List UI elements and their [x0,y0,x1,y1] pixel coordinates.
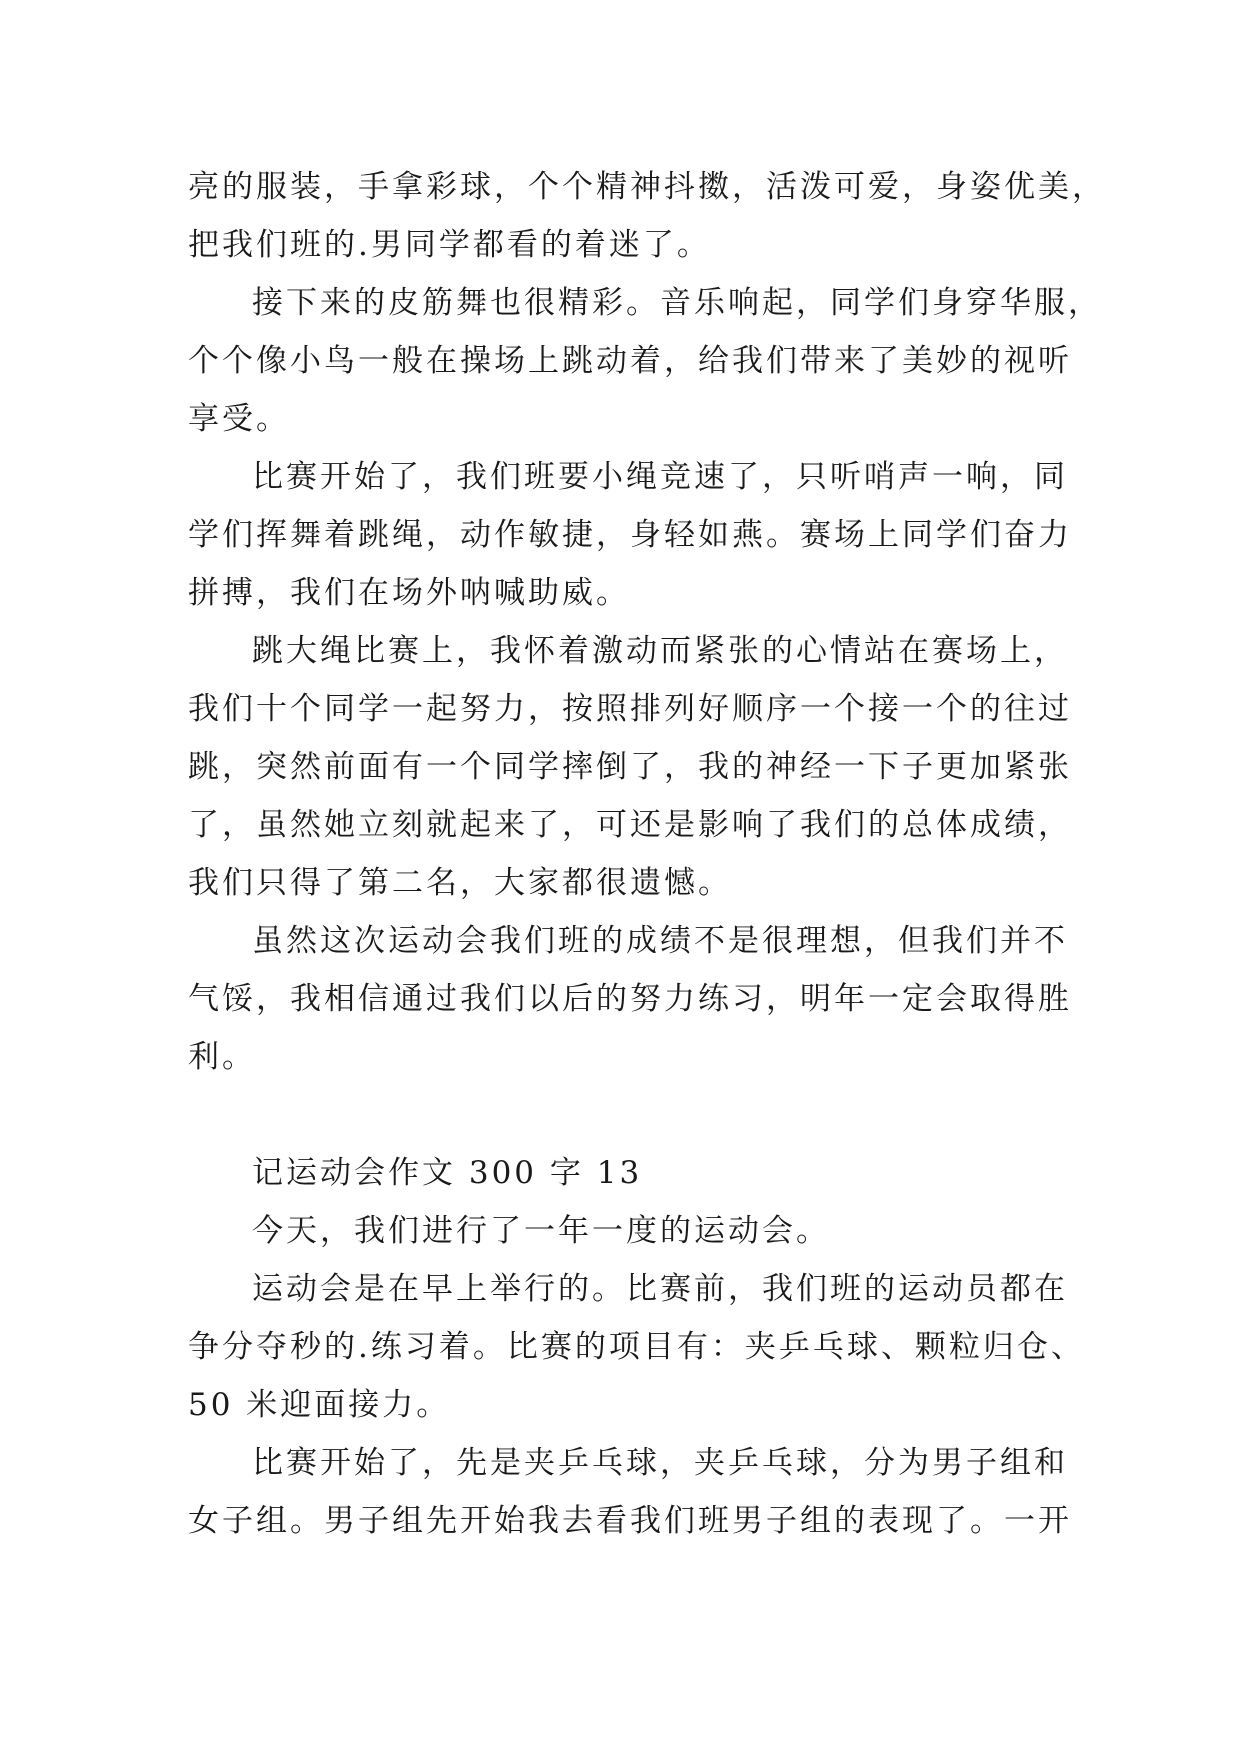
text-line: 女子组。男子组先开始我去看我们班男子组的表现了。一开 [188,1503,1072,1539]
text-line: 运动会是在早上举行的。比赛前，我们班的运动员都在 [252,1271,1068,1307]
section-gap [188,1086,1060,1144]
text-line: 享受。 [188,401,290,437]
text-line: 把我们班的.男同学都看的着迷了。 [188,227,711,263]
text-line: 跳，突然前面有一个同学摔倒了，我的神经一下子更加紧张 [188,749,1072,785]
text-line: 比赛开始了，先是夹乒乓球，夹乒乓球，分为男子组和 [252,1445,1068,1481]
text-line: 拼搏，我们在场外呐喊助威。 [188,575,630,611]
text-line: 了，虽然她立刻就起来了，可还是影响了我们的总体成绩， [188,807,1072,843]
document-body [188,158,1106,1550]
text-line: 我们十个同学一起努力，按照排列好顺序一个接一个的往过 [188,691,1072,727]
text-line: 跳大绳比赛上，我怀着激动而紧张的心情站在赛场上， [252,633,1068,669]
section-title: 记运动会作文 300 字 13 [252,1155,643,1191]
text-line: 亮的服装，手拿彩球，个个精神抖擞，活泼可爱，身姿优美， [188,169,1106,205]
text-line: 个个像小鸟一般在操场上跳动着，给我们带来了美妙的视听 [188,343,1072,379]
text-line: 学们挥舞着跳绳，动作敏捷，身轻如燕。赛场上同学们奋力 [188,517,1072,553]
text-line: 利。 [188,1039,256,1075]
text-line: 比赛开始了，我们班要小绳竞速了，只听哨声一响，同 [252,459,1068,495]
text-line: 虽然这次运动会我们班的成绩不是很理想，但我们并不 [252,923,1068,959]
text-line: 接下来的皮筋舞也很精彩。音乐响起，同学们身穿华服， [252,285,1102,321]
text-line: 争分夺秒的.练习着。比赛的项目有：夹乒乓球、颗粒归仓、 [188,1329,1085,1365]
text-line: 气馁，我相信通过我们以后的努力练习，明年一定会取得胜 [188,981,1072,1017]
text-line: 50 米迎面接力。 [188,1387,451,1423]
text-line: 我们只得了第二名，大家都很遗憾。 [188,865,732,901]
text-line: 今天，我们进行了一年一度的运动会。 [252,1213,830,1249]
